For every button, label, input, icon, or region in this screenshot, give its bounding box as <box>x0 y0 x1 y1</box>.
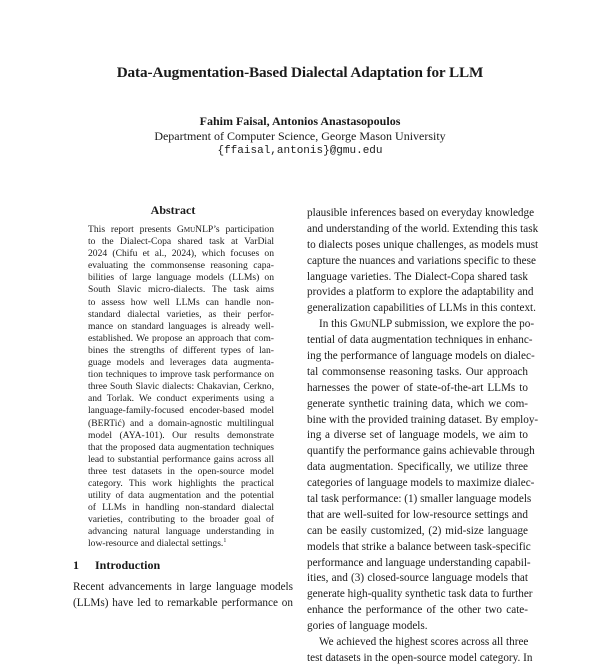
text-line: model (AYA-101). Our results demonstrate <box>88 429 274 441</box>
text-line: tential of data augmentation techniques in enhanc- <box>307 334 533 347</box>
introduction-body <box>73 579 293 611</box>
text-line: evaluating the commonsense reasoning capa- <box>88 260 274 272</box>
text-line: tal task performance: (1) smaller language models <box>307 493 532 506</box>
abstract-heading: Abstract <box>150 203 196 217</box>
text-line: We achieved the highest scores across all three <box>319 636 529 649</box>
section-number: 1 <box>73 558 79 572</box>
text-line: ing the performance of language models on dialec- <box>307 350 535 363</box>
text-line: harnesses the power of state-of-the-art LLMs to <box>307 381 528 394</box>
abstract-body <box>88 224 274 551</box>
text-line: (BERTić) and a domain-agnostic multilingual <box>88 417 274 429</box>
paper-authors: Fahim Faisal, Antonios Anastasopoulos <box>199 114 401 128</box>
text-line: mance on standard languages is already well- <box>88 320 274 332</box>
text-line: to assess how well LLMs can handle non- <box>88 296 274 308</box>
text-line: gories of language models. <box>307 620 428 633</box>
text-line: three South Slavic dialects: Chakavian, Cerkno, <box>88 381 274 393</box>
section-heading-introduction <box>73 558 160 573</box>
text-line: that are well-suited for low-resource settings and <box>307 508 528 521</box>
team-name: Gmu <box>176 224 196 235</box>
text-line: of LLMs in handling non-standard dialectal <box>88 502 274 514</box>
text-line: test datasets in the open-source model category. In <box>307 651 533 664</box>
text-line: bines the strengths of different types of lan- <box>88 344 274 356</box>
text-line: plausible inferences based on everyday knowledge <box>307 207 535 219</box>
text-line: varieties, contributing to the broader goal of <box>88 514 274 526</box>
text-line: can be easily customized, (2) mid-size language <box>307 524 528 537</box>
footnote-marker[interactable]: 1 <box>223 538 227 545</box>
text-line: and understanding of the world. Extending this task <box>307 222 539 235</box>
text-line: ities, and (3) closed-source language models that <box>307 572 528 585</box>
text-line: generate high-quality synthetic task data to further <box>307 588 533 601</box>
text-line: advancing natural language understanding in <box>88 526 274 538</box>
text-line: utility of data augmentation and the potential <box>88 490 274 502</box>
text-line: established. We propose an approach that com- <box>88 332 274 344</box>
text-line: guage models and leverages data augmenta- <box>88 357 274 369</box>
text-line: South Slavic micro-dialects. The task aims <box>88 284 274 296</box>
text-line: capture the nuances and variations specific to these <box>307 254 536 267</box>
text-line: performance and language understanding capabil- <box>307 556 531 569</box>
text-line: tion techniques to improve task performance on <box>88 369 274 381</box>
text-line: tal commonsense reasoning tasks. Our approach <box>307 365 528 378</box>
right-column-body <box>307 206 539 667</box>
text-line: enhance the performance of the other two cate- <box>307 604 528 617</box>
text-line: Recent advancements in large language models <box>73 581 293 593</box>
paper-title: Data-Augmentation-Based Dialectal Adaptation for LLM <box>116 64 484 81</box>
text-line: generate synthetic training data, which we com- <box>307 397 528 410</box>
text-line: to the Dialect-Copa shared task at VarDial <box>88 236 274 248</box>
text-line: language-family-focused encoder-based model <box>88 405 274 417</box>
text-line: This report presents GmuNLP’s participation <box>88 224 274 235</box>
text-line: categories of language models to maximize dialec- <box>307 477 535 490</box>
text-line: bilities of large language models (LLMs) on <box>88 272 274 284</box>
text-line: category. This work highlights the practical <box>88 477 274 489</box>
text-line: standard dialectal varieties, as their perfor- <box>88 308 274 320</box>
text-line: and Torlak. We conduct experiments using a <box>88 393 274 405</box>
text-line: ing a diverse set of language models, we aim to <box>307 429 528 442</box>
text-line: to dialects poses unique challenges, as models must <box>307 238 539 251</box>
text-line: generalization capabilities of LLMs in this context. <box>307 302 536 315</box>
text-line: data augmentation. Specifically, we utilize three <box>307 461 528 474</box>
text-line: In this GmuNLP submission, we explore the po- <box>319 318 535 331</box>
text-line: quantify the performance gains achievable through <box>307 445 535 458</box>
text-line: lead to substantial performance gains across all <box>88 453 274 465</box>
team-name: Gmu <box>350 318 372 331</box>
text-line: provides a platform to explore the adaptability and <box>307 286 534 299</box>
section-title: Introduction <box>95 558 161 572</box>
paper-affiliation: Department of Computer Science, George Mason University <box>154 129 446 143</box>
text-line: 2024 (Chifu et al., 2024), which focuses on <box>88 248 274 260</box>
text-line: low-resource and dialectal settings.$^1$ <box>88 538 227 550</box>
text-line: three test datasets in the open-source model <box>88 465 274 477</box>
text-line: that the proposed data augmentation techniques <box>88 441 274 453</box>
text-line: models that strike a balance between task-specific <box>307 540 531 553</box>
paper-email: {ffaisal,antonis}@gmu.edu <box>217 145 383 157</box>
text-line: (LLMs) have led to remarkable performance on <box>73 597 293 609</box>
text-line: language varieties. The Dialect-Copa shared task <box>307 270 528 283</box>
text-line: bine with the provided training dataset. By employ- <box>307 413 539 426</box>
